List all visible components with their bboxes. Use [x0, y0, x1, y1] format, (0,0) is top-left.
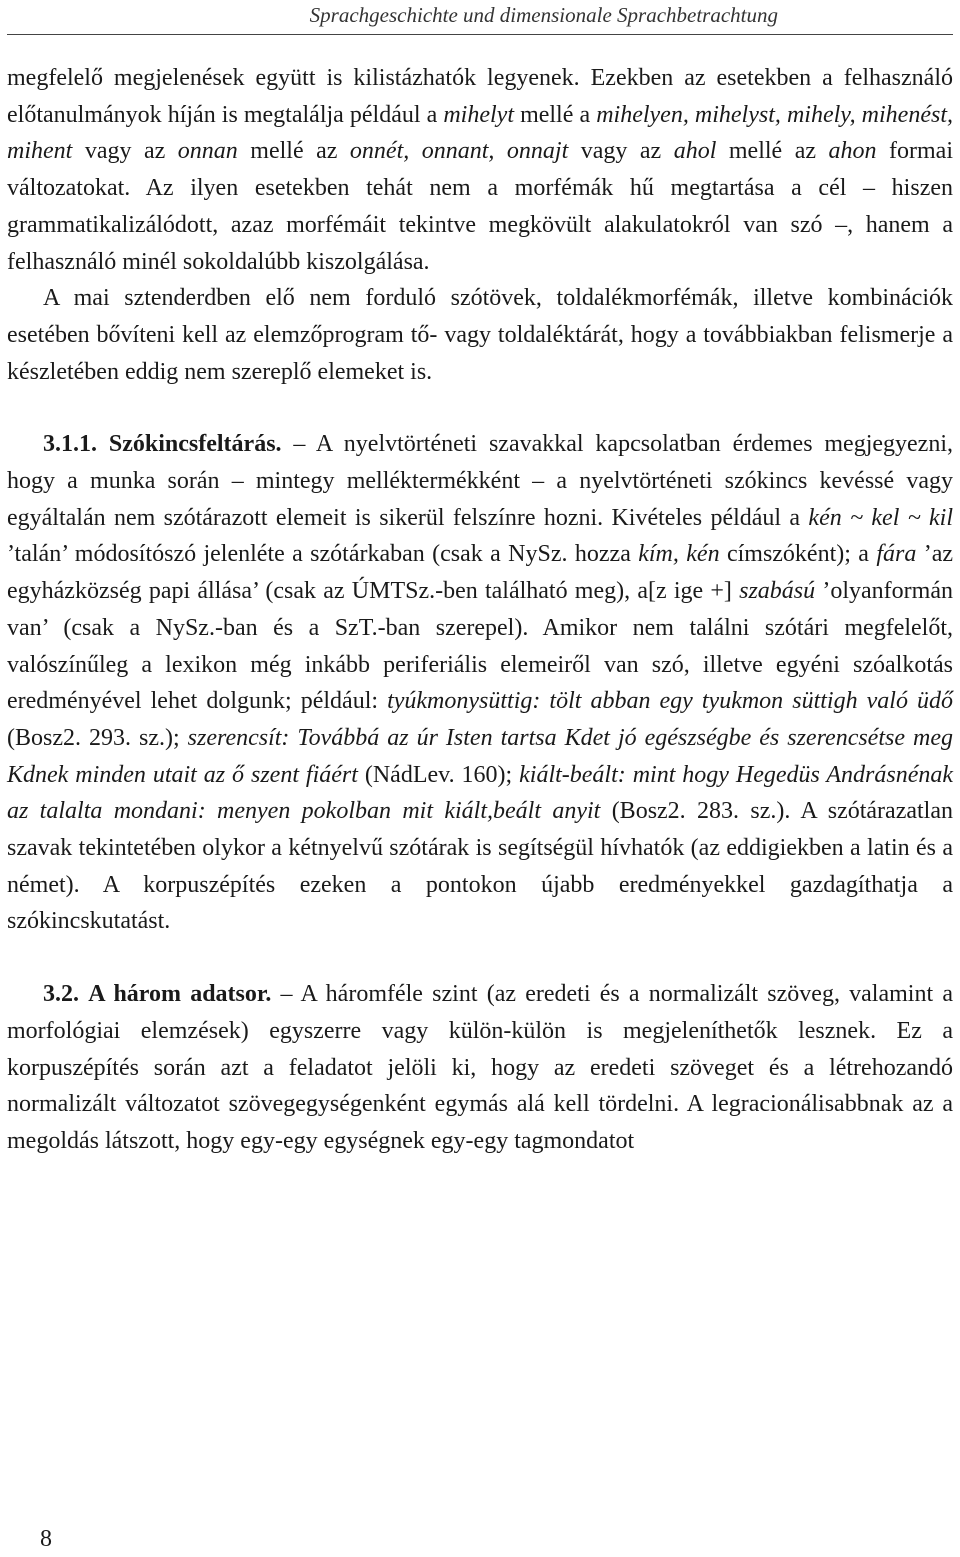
text-run: címszóként); a [719, 541, 877, 568]
text-run: mellé a [513, 101, 597, 128]
text-run: mellé az [716, 138, 829, 165]
italic-term: fára [876, 541, 917, 568]
text-run: – A nyelvtörténeti szavakkal kapcsolatban érdemes megjegyezni, hogy a munka során – mintegy melléktermékként – a nyelvtörténeti szókincs kevéssé vagy egyáltalán nem szótárazott elemeit is sikerül felszínre hozni. Kivételes például a [7, 431, 954, 531]
text-run: formai változatokat. Az ilyen esetekben tehát nem a morfémák hű megtartása a cél – hiszen grammatikalizálódott, azaz morfémáit tekintve megkövült alakulatokról van szó –, hanem a felhasználó minél sokoldalúbb kiszolgálása. [7, 138, 953, 275]
text-run: mellé az [237, 138, 350, 165]
section-3-2 [7, 976, 953, 1160]
text-run: (Bosz2. 293. sz.); [7, 724, 188, 751]
text-run: vagy az [72, 138, 178, 165]
running-header [0, 0, 960, 36]
body-text [7, 60, 953, 1160]
section-number: 3.2. [43, 981, 79, 1008]
italic-term: ahol [673, 138, 717, 165]
section-3-1-1 [7, 426, 953, 940]
text-run: vagy az [568, 138, 674, 165]
text-run: (NádLev. 160); [357, 761, 520, 788]
italic-quote: tyúkmonysüttig: tölt abban egy tyukmon süttigh való üdő [387, 688, 953, 715]
italic-quote: szerencsít: Továbbá az úr Isten tartsa Kdet jó egészségbe és szerencsétse meg Kdnek minden utait az ő szent fiáért [7, 724, 953, 788]
italic-term: kén ~ kel ~ kil [808, 504, 954, 531]
text-run: (Bosz2. 283. sz.). A szótárazatlan szavak tekintetében olykor a kétnyelvű szótárak is segítségül hívhatók (az eddigiekben a latin és a német). A korpuszépítés ezeken a pontokon újabb eredményekkel gazdagíthatja a szókincskutatást. [7, 798, 953, 935]
section-title: Szókincsfeltárás. [108, 431, 282, 458]
text-run: ’olyanformán van’ (csak a NySz.-ban és a SzT.-ban szerepel). Amikor nem találni szótári megfelelőt, valószínűleg a lexikon még inkább periferiális elemeiről van szó, illetve egyéni szóalkotás eredményével lehet dolgunk; például: [7, 578, 953, 715]
italic-term: mihelyt [443, 101, 514, 128]
text-run: megfelelő megjelenések együtt is kilistázhatók legyenek. Ezekben az esetekben a felhasználó előtanulmányok híján is megtalálja például a [7, 65, 953, 128]
italic-term: szabású [739, 578, 816, 605]
italic-quote: kiált-beált: mint hogy Hegedüs Andrásnénak az talalta mondani: menyen pokolban mit kiált,beált anyit [7, 761, 954, 825]
page-number: 8 [40, 1526, 52, 1552]
section-title: A három adatsor. [88, 981, 272, 1008]
italic-term: onnan [177, 138, 238, 165]
running-header-title: Sprachgeschichte und dimensionale Sprachbetrachtung [309, 3, 778, 27]
italic-term: kím, kén [638, 541, 720, 568]
section-number: 3.1.1. [43, 431, 97, 458]
italic-term: mihelyen, mihelyst, mihely, mihenést, mihent [7, 101, 953, 165]
text-run: ’talán’ módosítószó jelenléte a szótárkaban (csak a NySz. hozza [7, 541, 639, 568]
italic-term: onnét, onnant, onnajt [349, 138, 569, 165]
text-run: ’az egyházközség papi állása’ (csak az ÚMTSz.-ben található meg), a[z ige +] [7, 541, 953, 605]
paragraph-2: A mai sztenderdben elő nem forduló szótövek, toldalékmorfémák, illetve kombinációk esetében bővíteni kell az elemzőprogram tő- vagy toldaléktárát, hogy a továbbiakban felismerje a készletében eddig nem szereplő elemeket is. [7, 285, 953, 385]
header-rule [7, 34, 953, 35]
paragraph-1 [7, 60, 953, 280]
text-run: – A háromféle szint (az eredeti és a normalizált szöveg, valamint a morfológiai elemzések) egyszerre vagy külön-külön is megjeleníthetők lesznek. Ez a korpuszépítés során azt a feladatot jelöli ki, hogy az eredeti szöveget és a létrehozandó normalizált változatot szövegegységenként egymás alá kell tördelni. A legracionálisabbnak az a megoldás látszott, hogy egy-egy egységnek egy-egy tagmondatot [7, 981, 953, 1154]
italic-term: ahon [828, 138, 877, 165]
